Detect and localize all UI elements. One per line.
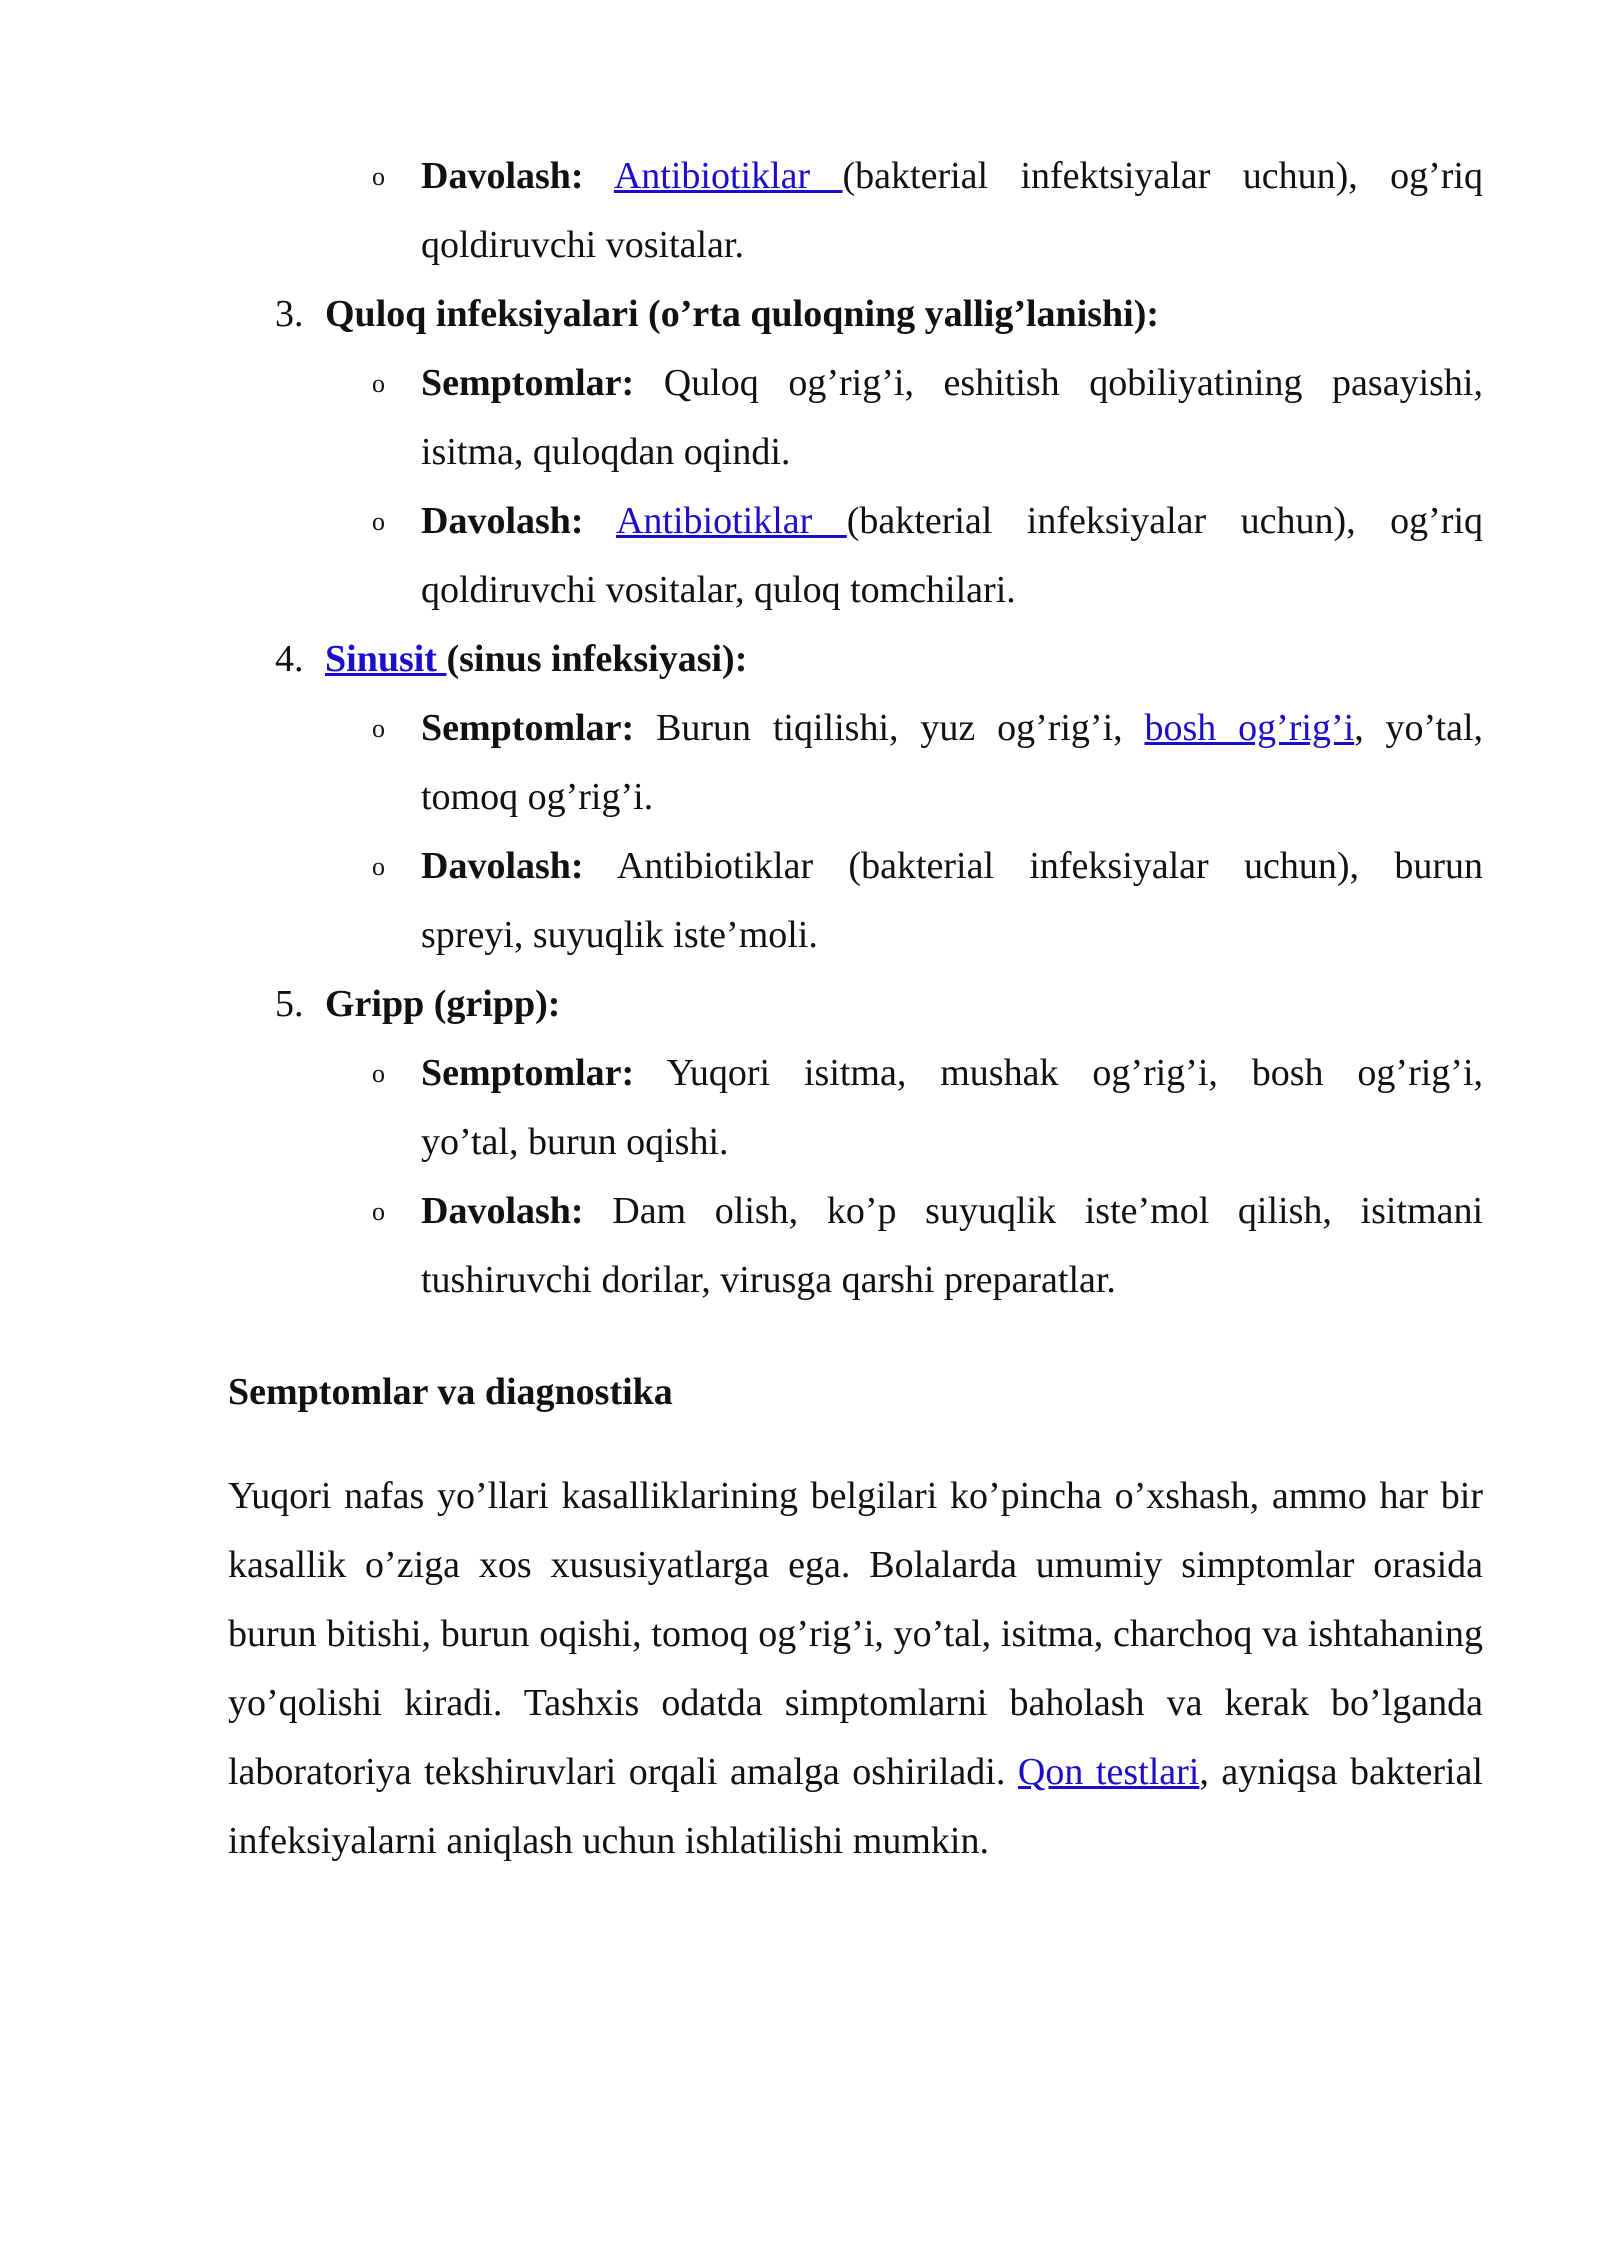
list-item-title: (sinus infeksiyasi):: [446, 638, 748, 680]
symptoms-text: Quloq og’rig’i, eshitish qobiliyatining pasayishi,: [663, 362, 1483, 404]
bullet-line-continued: isitma, quloqdan oqindi.: [421, 431, 791, 473]
bullet-line: [421, 349, 1483, 418]
bullet-line-continued: spreyi, suyuqlik iste’moli.: [421, 914, 818, 956]
bullet-line: [421, 694, 1483, 763]
list-item-flu: [275, 970, 1483, 1039]
symptoms-text: Yuqori isitma, mushak og’rig’i, bosh og’rig’i,: [666, 1052, 1484, 1094]
headache-link[interactable]: bosh og’rig’i: [1144, 707, 1355, 749]
symptoms-label: Semptomlar:: [421, 1052, 635, 1094]
bullet-marker: o: [372, 852, 385, 881]
item4-symptoms-bullet-item: [372, 694, 1483, 832]
treatment-label: Davolash:: [421, 500, 584, 542]
section-heading: Semptomlar va diagnostika: [228, 1371, 673, 1413]
bullet-marker: o: [372, 1197, 385, 1226]
bullet-line: [421, 1177, 1483, 1246]
item3-symptoms-bullet-item: [372, 349, 1483, 487]
paragraph-text: Yuqori nafas yo’llari kasalliklarining belgilari ko’pincha o’xshash, ammo har bir kasallik o’ziga xos xususiyatlarga ega. Bolalarda umumiy simptomlar orasida burun bitishi, burun oqishi, tomoq og’rig’i, yo’tal, isitma, charchoq va ishtahaning yo’qolishi kiradi. Tashxis odatda simptomlarni baholash va kerak bo’lganda laboratoriya tekshiruvlari orqali amalga oshiriladi.: [228, 1475, 1483, 1793]
item5-symptoms-bullet-item: [372, 1039, 1484, 1177]
antibiotics-link[interactable]: Antibiotiklar: [613, 155, 843, 197]
list-number: 5.: [275, 983, 304, 1025]
list-number: 4.: [275, 638, 304, 680]
bullet-marker: o: [372, 507, 385, 536]
antibiotics-link[interactable]: Antibiotiklar: [615, 500, 847, 542]
item5-treatment-bullet-item: [372, 1177, 1483, 1315]
bullet-marker: o: [372, 369, 385, 398]
item2-treatment-bullet-item: [372, 142, 1483, 280]
symptoms-text: Burun tiqilishi, yuz og’rig’i,: [656, 707, 1123, 749]
symptoms-label: Semptomlar:: [421, 707, 635, 749]
list-item-title: Gripp (gripp):: [325, 983, 561, 1025]
list-item-title: Quloq infeksiyalari (o’rta quloqning yallig’lanishi):: [325, 293, 1160, 335]
item3-treatment-bullet-item: [372, 487, 1484, 625]
symptoms-text-end: , yo’tal,: [1354, 707, 1483, 749]
list-number: 3.: [275, 293, 304, 335]
list-item-sinusitis: [275, 625, 1483, 694]
bullet-line-continued: tomoq og’rig’i.: [421, 776, 654, 818]
treatment-text: Dam olish, ko’p suyuqlik iste’mol qilish, isitmani: [612, 1190, 1483, 1232]
bullet-marker: o: [372, 1059, 385, 1088]
bullet-line-continued: qoldiruvchi vositalar.: [421, 224, 744, 266]
treatment-text: (bakterial infeksiyalar uchun), og’riq: [846, 500, 1484, 542]
bullet-line: [421, 487, 1483, 556]
treatment-label: Davolash:: [421, 845, 584, 887]
treatment-label: Davolash:: [421, 155, 584, 197]
treatment-text: Antibiotiklar (bakterial infeksiyalar uchun), burun: [616, 845, 1484, 887]
bullet-line-continued: yo’tal, burun oqishi.: [421, 1121, 729, 1163]
section-paragraph: [228, 1462, 1483, 1876]
paragraph-end: , ayniqsa bakterial infeksiyalarni aniqlash uchun ishlatilishi mumkin.: [228, 1751, 1483, 1862]
treatment-text: (bakterial infektsiyalar uchun), og’riq: [842, 155, 1483, 197]
bullet-marker: o: [372, 714, 385, 743]
sinusitis-link[interactable]: Sinusit: [325, 638, 447, 680]
bullet-line: [421, 832, 1483, 901]
treatment-label: Davolash:: [421, 1190, 584, 1232]
bullet-line: [421, 142, 1483, 211]
symptoms-label: Semptomlar:: [421, 362, 635, 404]
list-item-ear-infections: [275, 280, 1483, 349]
blood-tests-link[interactable]: Qon testlari: [1017, 1751, 1200, 1793]
bullet-line: [421, 1039, 1483, 1108]
bullet-line-continued: qoldiruvchi vositalar, quloq tomchilari.: [421, 569, 1016, 611]
bullet-marker: o: [372, 162, 385, 191]
bullet-line-continued: tushiruvchi dorilar, virusga qarshi preparatlar.: [421, 1259, 1116, 1301]
item4-treatment-bullet-item: [372, 832, 1484, 970]
